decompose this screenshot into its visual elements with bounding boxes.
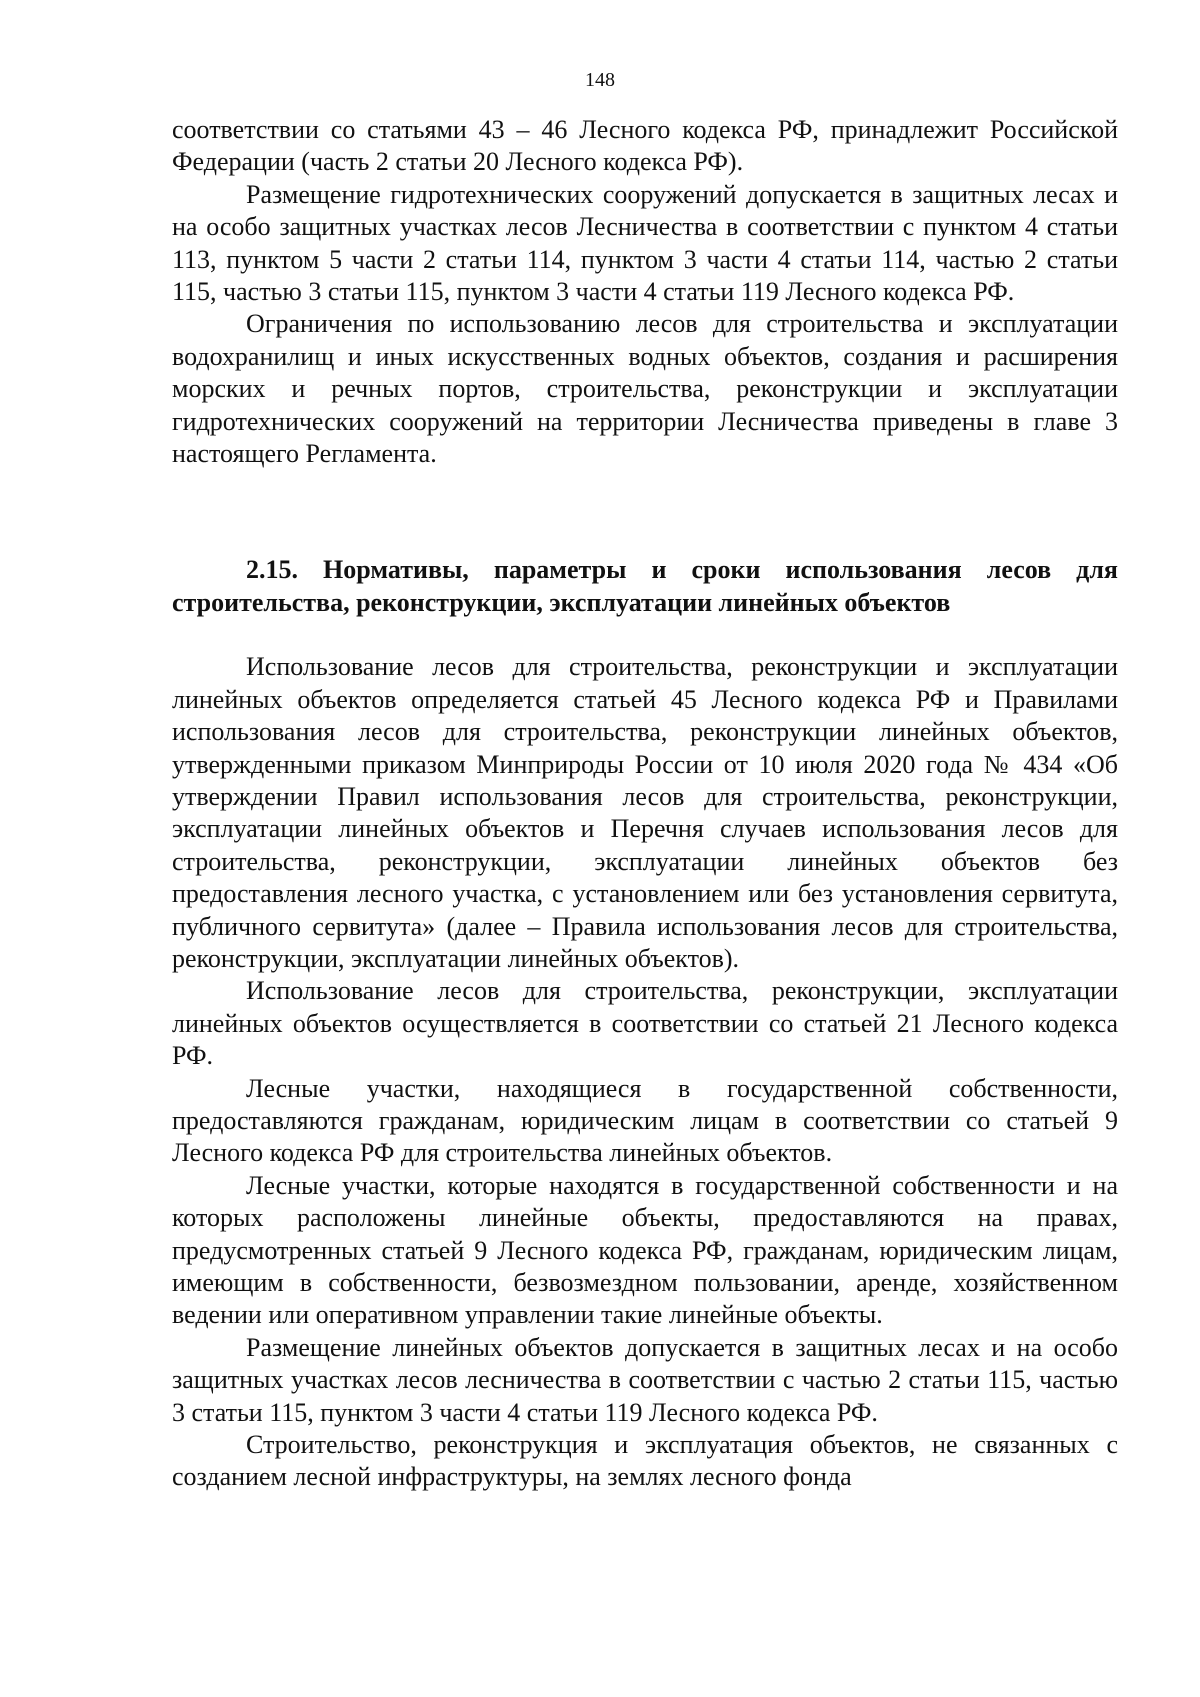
paragraph-linear-objects-usage: Использование лесов для строительства, реконструкции и эксплуатации линейных объектов определяется статьей 45 Лесного кодекса РФ и Правилами использования лесов для строительства, реконструкции линейных объектов, утвержденными приказом Минприроды России от 10 июля 2020 года № 434 «Об утверждении Правил использования лесов для строительства, реконструкции, эксплуатации линейных объектов и Перечня случаев использования лесов для строительства, реконструкции, эксплуатации линейных объектов без предоставления лесного участка, с установлением или без установления сервитута, публичного сервитута» (далее – Правила использования лесов для строительства, реконструкции, эксплуатации линейных объектов).	[172, 652, 1118, 973]
text-column	[172, 114, 1118, 1494]
paragraph-article-21: Использование лесов для строительства, реконструкции, эксплуатации линейных объектов осуществляется в соответствии со статьей 21 Лесного кодекса РФ.	[172, 976, 1118, 1071]
section-heading: 2.15. Нормативы, параметры и сроки использования лесов для строительства, реконструкции, эксплуатации линейных объектов	[172, 555, 1118, 617]
paragraph-construction-non-infrastructure: Строительство, реконструкция и эксплуатация объектов, не связанных с созданием лесной инфраструктуры, на землях лесного фонда	[172, 1430, 1118, 1492]
paragraph-plots-with-linear-objects: Лесные участки, которые находятся в государственной собственности и на которых расположены линейные объекты, предоставляются на правах, предусмотренных статьей 9 Лесного кодекса РФ, гражданам, юридическим лицам, имеющим в собственности, безвозмездном пользовании, аренде, хозяйственном ведении или оперативном управлении такие линейные объекты.	[172, 1170, 1118, 1330]
paragraph-hydrotechnical-placement: Размещение гидротехнических сооружений допускается в защитных лесах и на особо защитных участках лесов Лесничества в соответствии с пунктом 4 статьи 113, пунктом 5 части 2 статьи 114, пунктом 3 части 4 статьи 114, частью 2 статьи 115, частью 3 статьи 115, пунктом 3 части 4 статьи 119 Лесного кодекса РФ.	[172, 179, 1118, 307]
paragraph-continuation: соответствии со статьями 43 – 46 Лесного кодекса РФ, принадлежит Российской Федерации (часть 2 статьи 20 Лесного кодекса РФ).	[172, 115, 1118, 177]
paragraph-placement-protective-forests: Размещение линейных объектов допускается в защитных лесах и на особо защитных участках лесов лесничества в соответствии с частью 2 статьи 115, частью 3 статьи 115, пунктом 3 части 4 статьи 119 Лесного кодекса РФ.	[172, 1332, 1118, 1427]
page-number: 148	[585, 69, 615, 91]
paragraph-state-plots: Лесные участки, находящиеся в государственной собственности, предоставляются гражданам, юридическим лицам в соответствии со статьей 9 Лесного кодекса РФ для строительства линейных объектов.	[172, 1073, 1118, 1168]
paragraph-restrictions: Ограничения по использованию лесов для строительства и эксплуатации водохранилищ и иных искусственных водных объектов, создания и расширения морских и речных портов, строительства, реконструкции и эксплуатации гидротехнических сооружений на территории Лесничества приведены в главе 3 настоящего Регламента.	[172, 309, 1118, 469]
